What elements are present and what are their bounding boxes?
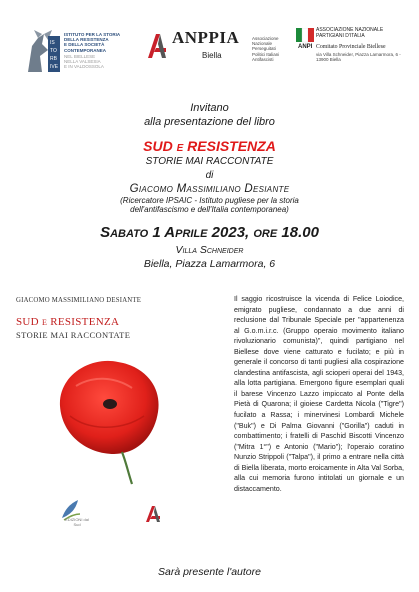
anpi-name: ASSOCIAZIONE NAZIONALE PARTIGIANI D'ITALIA xyxy=(316,27,384,39)
by-label: di xyxy=(205,170,214,181)
event-date: Sabato 1 Aprile 2023, ore 18.00 xyxy=(100,224,319,241)
author-name: Giacomo Massimiliano Desiante xyxy=(129,183,290,195)
author-presence-note: Sarà presente l'autore xyxy=(158,566,261,578)
svg-text:ANPI: ANPI xyxy=(298,44,313,50)
anppia-small-icon xyxy=(144,504,162,524)
istoreto-subtitle: NEL BIELLESE NELLA VALSESIA E IN VALDOSSOLA xyxy=(64,54,104,70)
invite-line-1: Invitano xyxy=(190,102,229,114)
book-subtitle: STORIE MAI RACCONTATE xyxy=(145,156,274,167)
istoreto-emblem-icon xyxy=(22,28,62,76)
cover-title: SUD E RESISTENZA xyxy=(16,316,120,328)
svg-text:RB: RB xyxy=(50,56,57,62)
header-logos xyxy=(0,0,419,80)
istoreto-name: ISTITUTO PER LA STORIA DELLA RESISTENZA E DELLA SOCIETÀ CONTEMPORANEA xyxy=(64,32,121,53)
book-description: Il saggio ricostruisce la vicenda di Felice Loiodice, emigrato pugliese, condannato a due anni di reclusione dal Tribunale Speciale per "appartenenza al G.o.m.i.r.c. (Gruppo operaio movimento italiano rivoluzionario comunista)", quindi partigiano nel Biellese dove viene catturato e fucilato; e più in generale il concorso di tanti pugliesi alla cospirazione clandestina antifascista, agli scioperi operai del 1943, alla lotta partigiana. Emergono figure esemplari quali il barese Vincenzo Lazzo impiccato al Ponte della Pietà di Quarona; il gioiese Cardetta Nicola ("Tigre") fucilato a Rassa; i minervinesi Lombardi Michele ("Buk") e Di Palma Giovanni ("Gorilla") caduti in combattimento; i fratelli di Paschid Biscotti Vincenzo ("Mitra 1°") e Antonio ("Mario"); l'operaio coratino Nunzio Strippoli ("Talpa"), il primo a entrare nella città di Biella liberata, morto eroicamente in Alta Val Sorba, alla cui memoria furono intitolati un giornale e un distaccamento. xyxy=(234,295,404,493)
poppy-flower-icon xyxy=(40,346,180,486)
book-cover xyxy=(16,288,224,550)
anppia-title: ANPPIA xyxy=(172,28,240,47)
anppia-description: Associazione Nazionale Perseguitati Politici Italiani Antifascisti xyxy=(252,36,280,62)
author-affiliation-1: (Ricercatore IPSAIC - Istituto pugliese per la storia xyxy=(120,196,299,205)
istoreto-logo xyxy=(22,28,134,76)
svg-text:IVE: IVE xyxy=(50,64,59,70)
anppia-logo xyxy=(146,28,286,76)
invite-line-2: alla presentazione del libro xyxy=(144,116,275,128)
svg-text:TO: TO xyxy=(50,48,57,54)
anppia-emblem-icon xyxy=(146,30,168,60)
cover-author: GIACOMO MASSIMILIANO DESIANTE xyxy=(16,297,142,304)
svg-text:IS: IS xyxy=(50,40,55,46)
publisher-label: EDIZIONI dal Sud xyxy=(65,517,89,527)
book-title: SUD E RESISTENZA xyxy=(143,138,276,154)
anpi-section: Comitato Provinciale Biellese xyxy=(316,44,386,50)
event-venue: Villa Schneider xyxy=(175,244,244,256)
author-affiliation-2: dell'antifascismo e dell'Italia contemporanea) xyxy=(130,205,289,214)
anpi-address: via Villa Schneider, Piazza Lamarmora, 6 - 13900 Biella xyxy=(316,52,401,63)
anpi-logo xyxy=(296,28,408,76)
event-place: Biella, Piazza Lamarmora, 6 xyxy=(143,258,276,270)
anpi-flag-icon xyxy=(296,28,314,50)
anppia-city: Biella xyxy=(202,51,222,60)
cover-subtitle: STORIE MAI RACCONTATE xyxy=(16,330,131,340)
